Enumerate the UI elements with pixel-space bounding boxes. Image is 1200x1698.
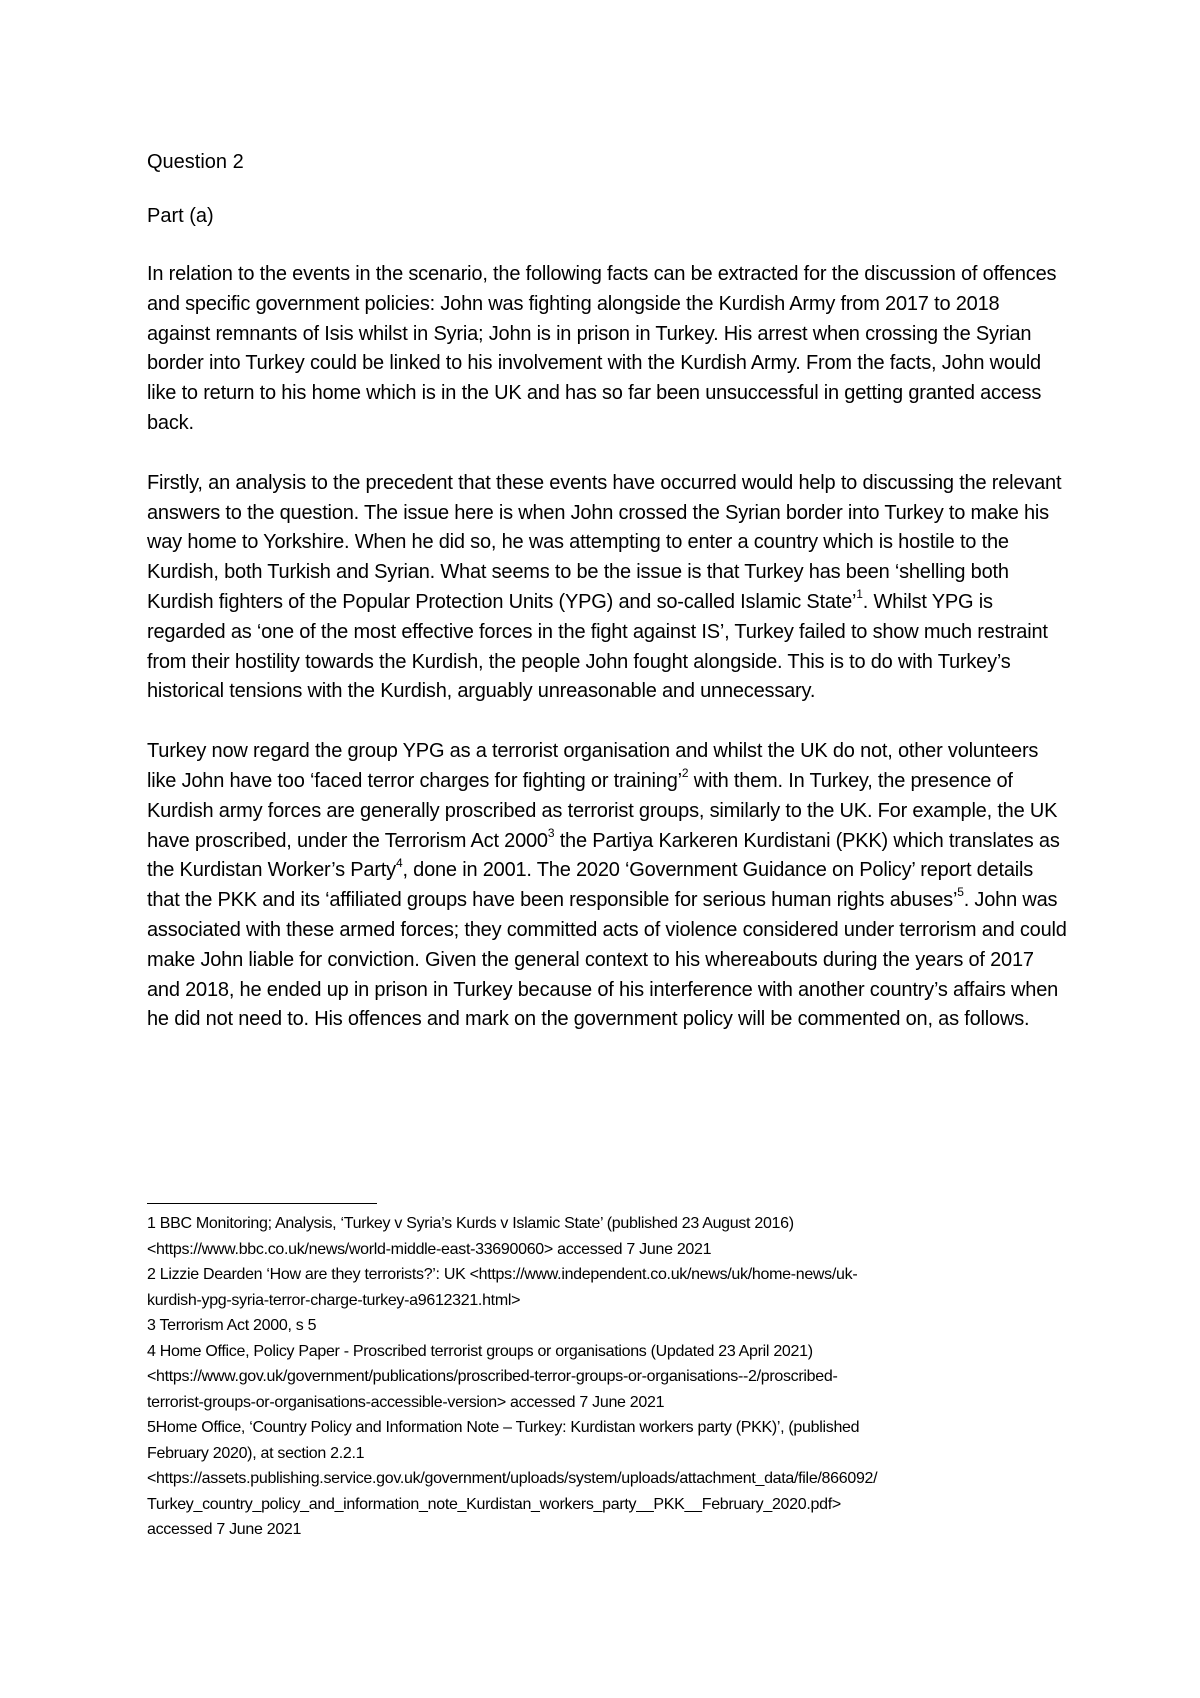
paragraph-text: with them. In Turkey, the presence of Kurdish army forces are generally proscribed as terrorist groups, similarly to the UK. For example, the UK have proscribed, under the Terrorism Act 2000	[147, 769, 1058, 852]
paragraph-text: Turkey now regard the group YPG as a terrorist organisation and whilst the UK do not, other volunteers like John have too ‘faced terror charges for fighting or training’	[147, 740, 1039, 792]
footnote-line: 1 BBC Monitoring; Analysis, ‘Turkey v Syria’s Kurds v Islamic State’ (published 23 August 2016)	[147, 1215, 794, 1232]
footnote-separator	[147, 1203, 377, 1204]
question-heading: Question 2	[147, 151, 244, 173]
footnote-3	[147, 1313, 1067, 1339]
footnote-2	[147, 1262, 1067, 1313]
footnote-1	[147, 1211, 1067, 1262]
paragraph-text: . Whilst YPG is regarded as ‘one of the most effective forces in the fight against IS’, Turkey failed to show much restraint from their hostility towards the Kurdish, the people John fought alongside. This is to do with Turkey’s historical tensions with the Kurdish, arguably unreasonable and unnecessary.	[147, 590, 1048, 703]
footnote-link[interactable]: <https://www.gov.uk/government/publications/proscribed-terror-groups-or-organisations--2/proscribed-	[147, 1368, 838, 1385]
footnote-ref-1: 1	[856, 587, 863, 602]
paragraph-text: . John was associated with these armed forces; they committed acts of violence considered under terrorism and could make John liable for conviction. Given the general context to his whereabouts during the years of 2017 and 2018, he ended up in prison in Turkey because of his interference with another country’s affairs when he did not need to. His offences and mark on the government policy will be commented on, as follows.	[147, 889, 1067, 1031]
footnote-ref-5: 5	[957, 885, 964, 900]
footnote-5	[147, 1415, 1067, 1543]
footnote-ref-2: 2	[681, 766, 689, 781]
part-heading: Part (a)	[147, 205, 214, 227]
footnote-ref-3: 3	[547, 825, 555, 840]
footnote-link[interactable]: kurdish-ypg-syria-terror-charge-turkey-a9612321.html>	[147, 1291, 521, 1309]
footnote-link[interactable]: 2 Lizzie Dearden ‘How are they terrorists?’: UK <https://www.independent.co.uk/news/uk/home-news/uk-	[147, 1266, 858, 1283]
footnote-4	[147, 1339, 1067, 1416]
footnote-line: accessed 7 June 2021	[147, 1521, 302, 1538]
footnotes-section	[147, 1203, 1067, 1543]
footnote-ref-4: 4	[395, 855, 403, 870]
paragraph-terrorism	[147, 737, 1067, 1035]
paragraph-facts: In relation to the events in the scenario, the following facts can be extracted for the discussion of offences and specific government policies: John was fighting alongside the Kurdish Army from 2017 to 2018 against remnants of Isis whilst in Syria; John is in prison in Turkey. His arrest when crossing the Syrian border into Turkey could be linked to his involvement with the Kurdish Army. From the facts, John would like to return to his home which is in the UK and has so far been unsuccessful in getting granted access back.	[147, 263, 1057, 434]
footnote-link[interactable]: terrorist-groups-or-organisations-accessible-version> accessed 7 June 2021	[147, 1393, 665, 1411]
paragraph-text: , done in 2001. The 2020 ‘Government Guidance on Policy’ report details that the PKK and its ‘affiliated groups have been responsible for serious human rights abuses’	[147, 859, 1034, 912]
footnote-link[interactable]: <https://assets.publishing.service.gov.uk/government/uploads/system/uploads/attachment_data/file/866092/	[147, 1470, 878, 1487]
paragraph-text: Firstly, an analysis to the precedent that these events have occurred would help to discussing the relevant answers to the question. The issue here is when John crossed the Syrian border into Turkey to make his way home to Yorkshire. When he did so, he was attempting to enter a country which is hostile to the Kurdish, both Turkish and Syrian. What seems to be the issue is that Turkey has been ‘shelling both Kurdish fighters of the Popular Protection Units (YPG) and so-called Islamic State’	[147, 471, 1062, 613]
footnote-link[interactable]: Turkey_country_policy_and_information_note_Kurdistan_workers_party__PKK__February_2020.pdf>	[147, 1495, 841, 1513]
paragraph-analysis	[147, 469, 1067, 707]
footnote-line: February 2020), at section 2.2.1	[147, 1444, 365, 1462]
footnote-link[interactable]: <https://www.bbc.co.uk/news/world-middle-east-33690060> accessed 7 June 2021	[147, 1240, 712, 1258]
paragraph-text: the Partiya Karkeren Kurdistani (PKK) which translates as the Kurdistan Worker’s Party	[147, 829, 1060, 882]
footnote-line: 5Home Office, ‘Country Policy and Information Note – Turkey: Kurdistan workers party (PKK)’, (published	[147, 1419, 860, 1436]
footnote-line: 3 Terrorism Act 2000, s 5	[147, 1317, 317, 1334]
footnote-line: 4 Home Office, Policy Paper - Proscribed terrorist groups or organisations (Updated 23 April 2021)	[147, 1342, 813, 1360]
document-body	[147, 148, 1067, 1065]
